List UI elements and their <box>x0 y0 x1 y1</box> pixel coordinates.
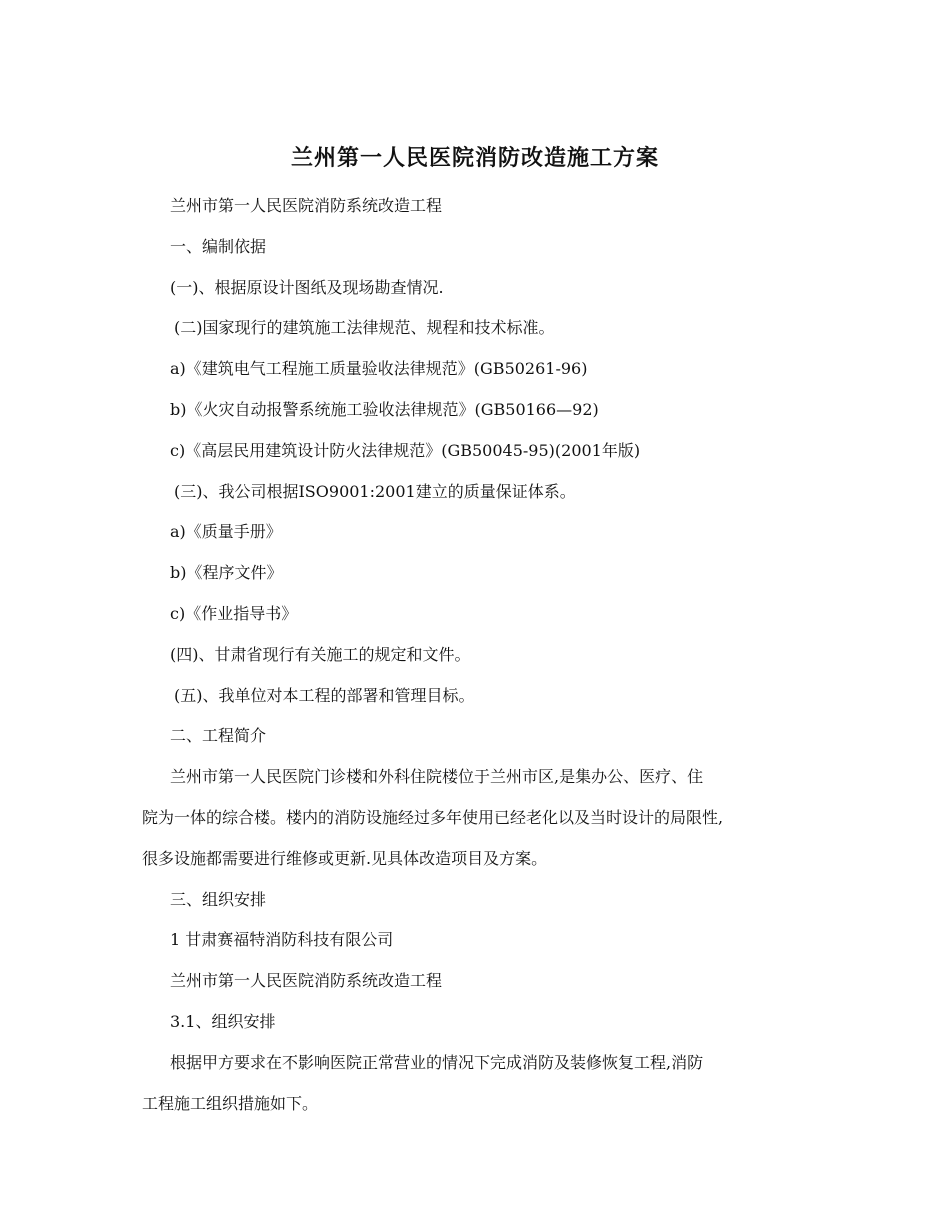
standard-item-a: a)《建筑电气工程施工质量验收法律规范》(GB50261-96) <box>170 359 588 379</box>
company-line: 1 甘肃赛福特消防科技有限公司 <box>170 930 394 950</box>
basis-item-2: (二)国家现行的建筑施工法律规范、规程和技术标准。 <box>174 318 555 338</box>
basis-item-3: (三)、我公司根据ISO9001:2001建立的质量保证体系。 <box>174 481 576 501</box>
overview-paragraph-line-1: 兰州市第一人民医院门诊楼和外科住院楼位于兰州市区,是集办公、医疗、住 <box>170 767 704 787</box>
section-heading-basis: 一、编制依据 <box>170 236 267 256</box>
basis-item-4: (四)、甘肃省现行有关施工的规定和文件。 <box>170 644 471 664</box>
quality-doc-b: b)《程序文件》 <box>170 563 283 583</box>
basis-item-1: (一)、根据原设计图纸及现场勘查情况. <box>170 277 444 297</box>
section-heading-overview: 二、工程简介 <box>170 726 267 746</box>
overview-paragraph-line-2: 院为一体的综合楼。楼内的消防设施经过多年使用已经老化以及当时设计的局限性, <box>142 807 724 827</box>
project-name-line-2: 兰州市第一人民医院消防系统改造工程 <box>170 971 443 991</box>
overview-paragraph-line-3: 很多设施都需要进行维修或更新.见具体改造项目及方案。 <box>142 848 548 868</box>
basis-item-5: (五)、我单位对本工程的部署和管理目标。 <box>174 685 475 705</box>
document-title: 兰州第一人民医院消防改造施工方案 <box>290 145 659 171</box>
document-body <box>142 186 822 1124</box>
section-heading-organization: 三、组织安排 <box>170 889 267 909</box>
subsection-heading-3-1: 3.1、组织安排 <box>170 1011 276 1031</box>
project-name-line: 兰州市第一人民医院消防系统改造工程 <box>170 196 443 215</box>
quality-doc-c: c)《作业指导书》 <box>170 603 298 623</box>
standard-item-c: c)《高层民用建筑设计防火法律规范》(GB50045-95)(2001年版) <box>170 440 641 460</box>
organization-paragraph-line-2: 工程施工组织措施如下。 <box>142 1093 319 1113</box>
organization-paragraph-line-1: 根据甲方要求在不影响医院正常营业的情况下完成消防及装修恢复工程,消防 <box>170 1052 704 1072</box>
quality-doc-a: a)《质量手册》 <box>170 522 282 542</box>
standard-item-b: b)《火灾自动报警系统施工验收法律规范》(GB50166—92) <box>170 399 599 419</box>
